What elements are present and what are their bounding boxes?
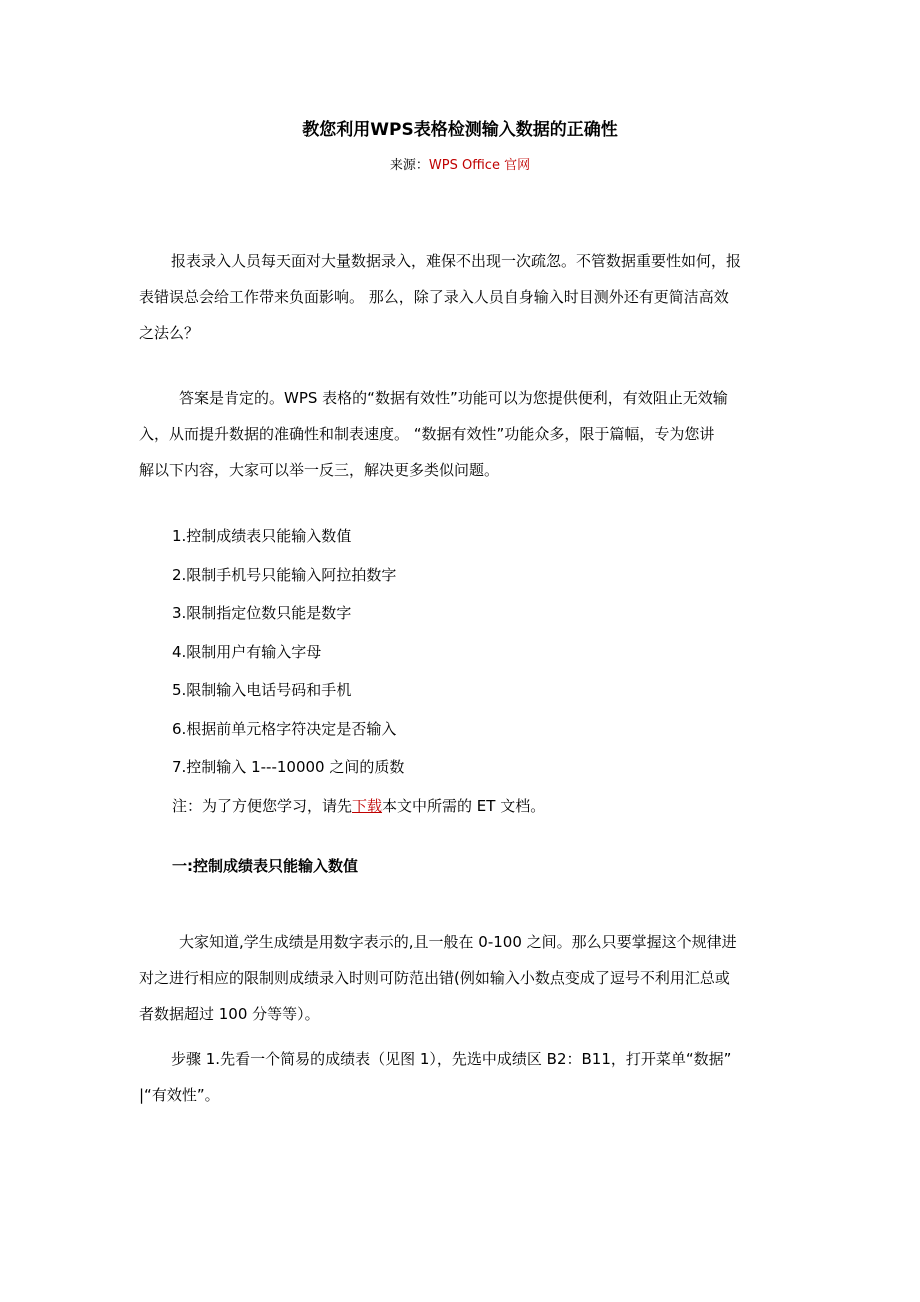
- paragraph-line: 表错误总会给工作带来负面影响。 那么，除了录入人员自身输入时目测外还有更简洁高效: [139, 288, 729, 306]
- document-title: 教您利用WPS表格检测输入数据的正确性: [302, 120, 618, 140]
- list-item: 5.限制输入电话号码和手机: [172, 681, 352, 699]
- download-note: [172, 788, 545, 824]
- paragraph-section1: [139, 924, 787, 1032]
- source-label: 来源：: [389, 158, 429, 173]
- download-link[interactable]: 下载: [352, 797, 383, 815]
- paragraph-line: 者数据超过 100 分等等）。: [139, 1005, 320, 1023]
- paragraph-line: 解以下内容，大家可以举一反三，解决更多类似问题。: [139, 461, 500, 479]
- paragraph-step1: [139, 1041, 787, 1113]
- paragraph-line: 之法么？: [139, 324, 200, 342]
- source-name: WPS Office 官网: [428, 158, 531, 173]
- paragraph-line: 入，从而提升数据的准确性和制表速度。 “数据有效性”功能众多，限于篇幅，专为您讲: [139, 425, 715, 443]
- paragraph-line: |“有效性”。: [139, 1086, 220, 1104]
- source-line: [0, 156, 920, 176]
- paragraph-intro: [139, 243, 787, 351]
- list-item: 1.控制成绩表只能输入数值: [172, 527, 352, 545]
- list-item: 7.控制输入 1---10000 之间的质数: [172, 758, 405, 776]
- list-item: 4.限制用户有输入字母: [172, 642, 322, 661]
- paragraph-line: 答案是肯定的。WPS 表格的“数据有效性”功能可以为您提供便利，有效阻止无效输: [179, 389, 728, 407]
- topic-list: [172, 518, 772, 788]
- paragraph-line: 报表录入人员每天面对大量数据录入，难保不出现一次疏忽。不管数据重要性如何，报: [171, 252, 742, 270]
- paragraph-line: 对之进行相应的限制则成绩录入时则可防范出错(例如输入小数点变成了逗号不利用汇总或: [139, 969, 730, 987]
- note-text: 注：为了方便您学习，请先: [172, 797, 353, 815]
- list-item: 3.限制指定位数只能是数字: [172, 604, 352, 622]
- list-item: 2.限制手机号只能输入阿拉拍数字: [172, 565, 397, 584]
- list-item: 6.根据前单元格字符决定是否输入: [172, 719, 397, 738]
- paragraph-line: 步骤 1.先看一个简易的成绩表（见图 1），先选中成绩区 B2：B11，打开菜单“数据”: [171, 1050, 732, 1068]
- section-heading: 一:控制成绩表只能输入数值: [172, 857, 358, 875]
- note-text-end: 本文中所需的 ET 文档。: [382, 797, 546, 815]
- paragraph-answer: [139, 380, 787, 488]
- paragraph-line: 大家知道,学生成绩是用数字表示的,且一般在 0-100 之间。那么只要掌握这个规律进: [179, 933, 737, 951]
